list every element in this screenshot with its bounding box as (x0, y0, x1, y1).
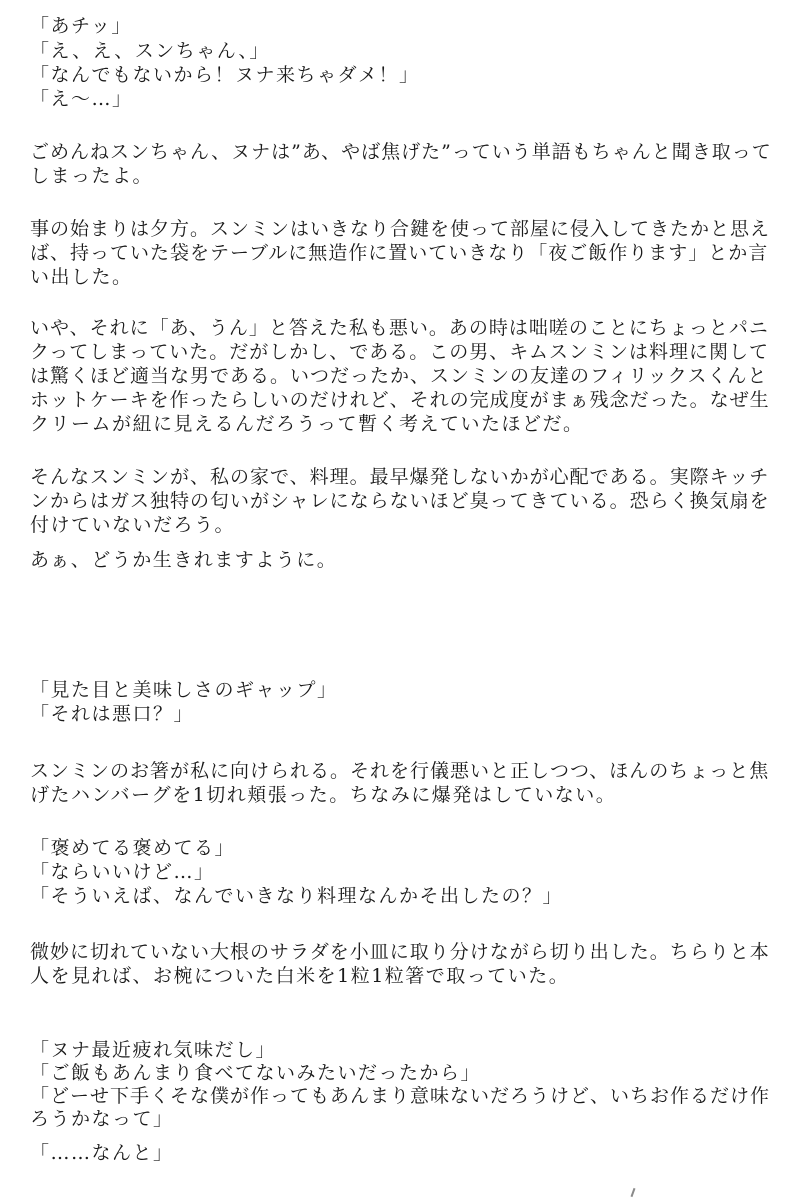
dialogue-line: ろうかなって」 (30, 1108, 174, 1130)
narration-line: ホットケーキを作ったらしいのだけれど、それの完成度がまぁ残念だった。なぜ生 (30, 389, 770, 411)
narration-line: い出した。 (30, 266, 133, 288)
narration-line: 付けていないだろう。 (30, 514, 236, 536)
dialogue-line: 「え、え、スンちゃん、」 (30, 40, 270, 62)
narration-line: そんなスンミンが、私の家で、料理。最早爆発しないかが心配である。実際キッチ (30, 466, 770, 488)
dialogue-line: 「褒めてる褒めてる」 (30, 837, 236, 859)
narration-line: ンからはガス独特の匂いがシャレにならないほど臭ってきている。恐らく換気扇を (30, 490, 770, 512)
narration-line: げたハンバーグを1切れ頬張った。ちなみに爆発はしていない。 (30, 784, 617, 806)
dialogue-line: 「……なんと」 (30, 1142, 174, 1164)
dialogue-line: 「それは悪口？」 (30, 703, 195, 725)
narration-line: スンミンのお箸が私に向けられる。それを行儀悪いと正しつつ、ほんのちょっと焦 (30, 760, 770, 782)
narration-line: 事の始まりは夕方。スンミンはいきなり合鍵を使って部屋に侵入してきたかと思え (30, 218, 771, 240)
dialogue-line: 「どーせ下手くそな僕が作ってもあんまり意味ないだろうけど、いちお作るだけ作 (30, 1085, 771, 1107)
dialogue-line: 「ヌナ最近疲れ気味だし」 (30, 1039, 277, 1061)
dialogue-line: 「見た目と美味しさのギャップ」 (30, 679, 338, 701)
narration-line: いや、それに「あ、うん」と答えた私も悪い。あの時は咄嗟のことにちょっとパニ (30, 317, 769, 339)
narration-line: 人を見れば、お椀についた白米を1粒1粒箸で取っていた。 (30, 965, 570, 987)
narration-line: クリームが紐に見えるんだろうって暫く考えていたほどだ。 (30, 413, 584, 435)
narration-line: 微妙に切れていない大根のサラダを小皿に取り分けながら切り出した。ちらりと本 (30, 941, 770, 963)
dialogue-line: 「え～…」 (30, 88, 133, 110)
narration-line: ば、持っていた袋をテーブルに無造作に置いていきなり「夜ご飯作ります」とか言 (30, 242, 769, 264)
dialogue-line: 「そういえば、なんでいきなり料理なんかそ出したの？」 (30, 885, 564, 907)
scan-mark (631, 1188, 636, 1197)
narration-line: ごめんねスンちゃん、ヌナは”あ、やば焦げた”っていう単語もちゃんと聞き取って (30, 141, 772, 163)
narration-line: しまったよ。 (30, 165, 154, 187)
narration-line: クってしまっていた。だがしかし、である。この男、キムスンミンは料理に関して (30, 341, 770, 363)
dialogue-line: 「あチッ」 (30, 15, 132, 37)
narration-line: は驚くほど適当な男である。いつだったか、スンミンの友達のフィリックスくんと (30, 365, 768, 387)
dialogue-line: 「なんでもないから！ヌナ来ちゃダメ！」 (30, 64, 420, 86)
dialogue-line: 「ご飯もあんまり食べてないみたいだったから」 (30, 1062, 482, 1084)
narration-line: あぁ、どうか生きれますように。 (30, 549, 338, 571)
dialogue-line: 「ならいいけど…」 (30, 861, 215, 883)
